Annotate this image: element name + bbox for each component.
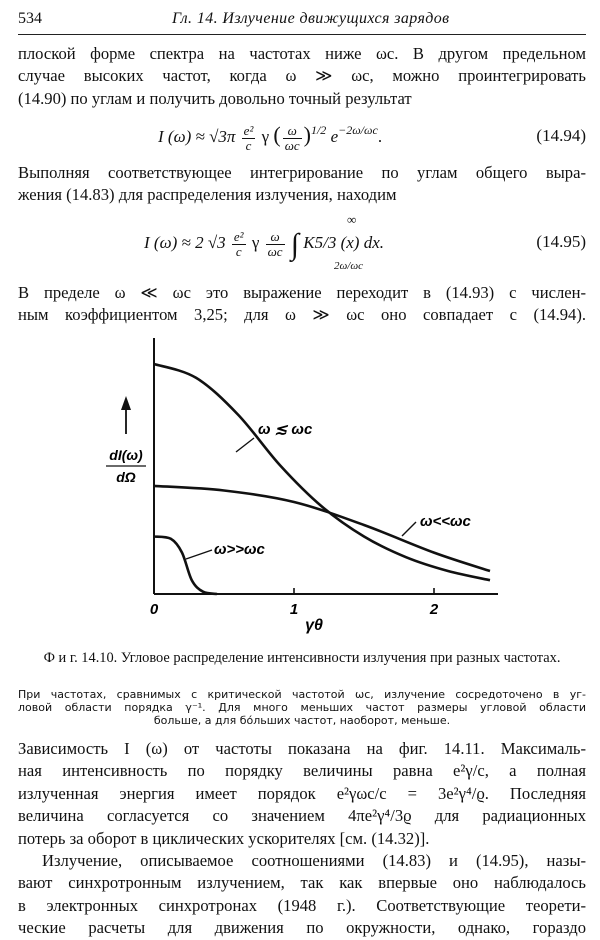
equation-14-95: [18, 212, 586, 276]
running-header: [18, 8, 586, 32]
text-line: в электронных синхротронах (1948 г.). Соответствующие теорети-: [18, 895, 586, 915]
leader-line-2: [402, 522, 416, 536]
note-line: ловой области порядка γ⁻¹. Для много меньших частот размеры угловой области: [18, 701, 586, 714]
note-line: При частотах, сравнимых с критической частотой ωc, излучение сосредоточено в уг-: [18, 688, 586, 701]
curve-near-critical: [154, 364, 490, 580]
x-tick-label: 0: [149, 601, 159, 618]
paragraph-1: [18, 43, 586, 110]
equation-14-94: [18, 118, 586, 154]
curve-high-frequency: [154, 537, 217, 595]
integral-sign: ∫: [290, 228, 300, 261]
curve-label-near-critical: ω ≲ ωc: [258, 421, 313, 438]
text-line: величина согласуется со значением 4πe²γ⁴/3ϱ для радиационных: [18, 806, 586, 826]
figure-caption: Ф и г. 14.10. Угловое распределение интенсивности излучения при разных частотах.: [43, 650, 561, 666]
text-line: излученная энергия имеет порядок e²γωc/c = 3e²γ⁴/ϱ. Последняя: [18, 783, 586, 803]
equation-body: I (ω) ≈ √3π $\frac{\text{e²}}{c}$ γ ( $\frac{\omega}{\omega c}$ )$^{1/2}$ $e^{-2\omega/\omega c}$.: [158, 122, 383, 153]
text-line: жения (14.83) для распределения излучения, находим: [18, 185, 397, 205]
equation-number: (14.94): [536, 126, 586, 145]
curve-label-high-frequency: ω>>ωc: [214, 541, 265, 558]
text-line: Выполняя соответствующее интегрирование по углам общего выра-: [18, 163, 586, 182]
paragraph-2: [18, 162, 586, 207]
leader-line-3: [186, 550, 212, 559]
eq-lhs: I (ω) ≈ 2 √3: [144, 233, 226, 252]
fraction-e2-c: $\frac{\text{e²}}{c}$: [243, 122, 254, 153]
y-label-numerator: dI(ω): [109, 447, 143, 463]
text-line: плоской форме спектра на частотах ниже ωc. В другом предельном: [18, 44, 586, 63]
text-line: ным коэффициентом 3,25; для ω ≫ ωc оно совпадает с (14.94).: [18, 305, 586, 325]
leader-line-1: [236, 438, 254, 452]
text-line: Зависимость I (ω) от частоты показана на фиг. 14.11. Максималь-: [18, 739, 586, 758]
text-line: ная интенсивность по порядку величины равна e²γ/c, а полная: [18, 761, 586, 781]
figure-14-10: [0, 330, 600, 640]
curve-label-low-frequency: ω<<ωc: [420, 513, 471, 530]
integral-lower-limit: 2ω/ωc: [334, 260, 363, 272]
x-axis-label: γθ: [305, 617, 323, 634]
text-line: (14.90) по углам и получить довольно точный результат: [18, 88, 412, 108]
fraction-e2-c: $\frac{\text{e²}}{c}$: [233, 228, 244, 259]
text-line: ческие расчеты для движения по окружности, однако, гораздо: [18, 918, 586, 938]
x-tick-label: 2: [429, 601, 439, 618]
text-line: случае высоких частот, когда ω ≫ ωc, можно проинтегрировать: [18, 66, 586, 86]
paragraph-5: [18, 850, 586, 940]
text-line: В пределе ω ≪ ωc это выражение переходит в (14.93) с числен-: [18, 283, 586, 302]
text-line: потерь за оборот в циклических ускорителях [см. (14.32)].: [18, 828, 430, 848]
figure-note: [18, 688, 586, 727]
text-line: вают синхротронным излучением, так как впервые оно наблюдалось: [18, 873, 586, 893]
integral-upper-limit: ∞: [347, 212, 357, 227]
equation-number: (14.95): [536, 232, 586, 251]
page-number: 534: [18, 10, 42, 27]
integrand: K5/3 (x) dx.: [303, 233, 384, 252]
eq-lhs: I (ω) ≈ √3π: [158, 127, 236, 146]
paragraph-3: [18, 282, 586, 327]
text-line: Излучение, описываемое соотношениями (14.83) и (14.95), назы-: [42, 851, 586, 870]
paragraph-4: [18, 738, 586, 850]
header-rule: [18, 34, 586, 35]
y-label-denominator: dΩ: [116, 469, 136, 485]
angular-distribution-chart: [0, 330, 600, 640]
chapter-title: Гл. 14. Излучение движущихся зарядов: [172, 10, 450, 27]
y-arrow-icon: [121, 396, 131, 410]
fraction-omega: $\frac{\omega}{\omega c}$: [267, 228, 283, 259]
note-line: больше, а для бо́льших частот, наоборот, меньше.: [153, 714, 451, 727]
fraction-omega: $\frac{\omega}{\omega c}$: [284, 122, 300, 153]
eq-exponent: −2ω/ωc: [338, 123, 378, 137]
x-tick-label: 1: [289, 601, 299, 618]
equation-body: I (ω) ≈ 2 √3 $\frac{\text{e²}}{c}$ γ $\frac{\omega}{\omega c}$ ∫ K5/3 (x) dx.: [144, 228, 384, 261]
